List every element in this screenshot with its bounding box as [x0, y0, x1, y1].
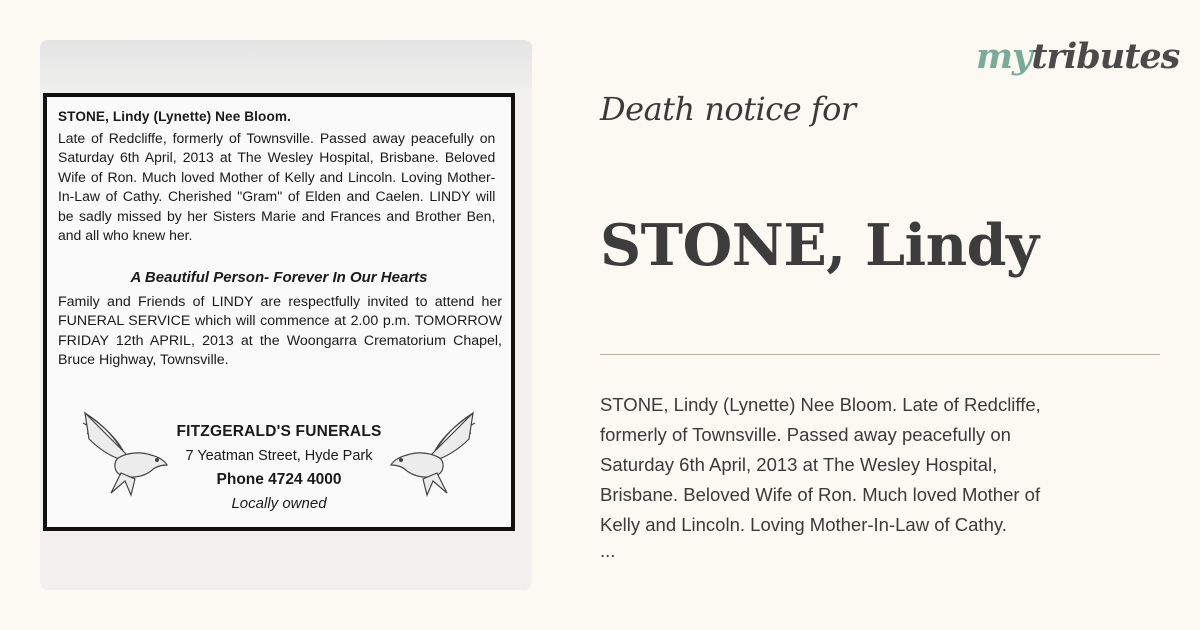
- excerpt-line: Kelly and Lincoln. Loving Mother-In-Law of Cathy.: [600, 514, 1007, 535]
- notice-service-details: Family and Friends of LINDY are respectfully invited to attend her FUNERAL SERVICE which will commence at 2.00 p.m. TOMORROW FRIDAY 12th APRIL, 2013 at the Woongarra Crematorium Chapel, Bruce Highway, Townsville.: [58, 294, 502, 369]
- notice-heading: STONE, Lindy (Lynette) Nee Bloom.: [58, 109, 291, 124]
- excerpt-line: STONE, Lindy (Lynette) Nee Bloom. Late of Redcliffe,: [600, 394, 1041, 415]
- page-subtitle: Death notice for: [600, 90, 856, 128]
- excerpt-more: ...: [600, 540, 616, 561]
- card-top-shade: [40, 40, 532, 92]
- excerpt-line: Brisbane. Beloved Wife of Ron. Much loved Mother of: [600, 484, 1041, 505]
- notice-image-card: [40, 40, 532, 590]
- funeral-director-name: FITZGERALD'S FUNERALS: [176, 423, 382, 440]
- brand-logo-part2: tributes: [1031, 36, 1180, 77]
- page-title: STONE, Lindy: [600, 212, 1039, 279]
- notice-motto: A Beautiful Person- Forever In Our Hearts: [130, 269, 428, 286]
- brand-logo-part1: my: [976, 36, 1032, 77]
- newspaper-notice: [43, 93, 515, 531]
- excerpt-line: formerly of Townsville. Passed away peacefully on: [600, 424, 1011, 445]
- funeral-director-phone: Phone 4724 4000: [216, 471, 342, 488]
- brand-logo[interactable]: [976, 36, 1179, 77]
- notice-excerpt: [600, 390, 1160, 540]
- divider: [600, 354, 1160, 355]
- excerpt-line: Saturday 6th April, 2013 at The Wesley Hospital,: [600, 454, 998, 475]
- funeral-director-tagline: Locally owned: [231, 495, 327, 512]
- funeral-director-address: 7 Yeatman Street, Hyde Park: [185, 448, 373, 464]
- notice-body: Late of Redcliffe, formerly of Townsville. Passed away peacefully on Saturday 6th April, 2013 at The Wesley Hospital, Brisbane. Beloved Wife of Ron. Much loved Mother of Kelly and Lincoln. Loving Mother-In-Law of Cathy. Cherished "Gram" of Elden and Caelen. LINDY will be sadly missed by her Sisters Marie and Frances and Brother Ben, and all who knew her.: [58, 131, 496, 245]
